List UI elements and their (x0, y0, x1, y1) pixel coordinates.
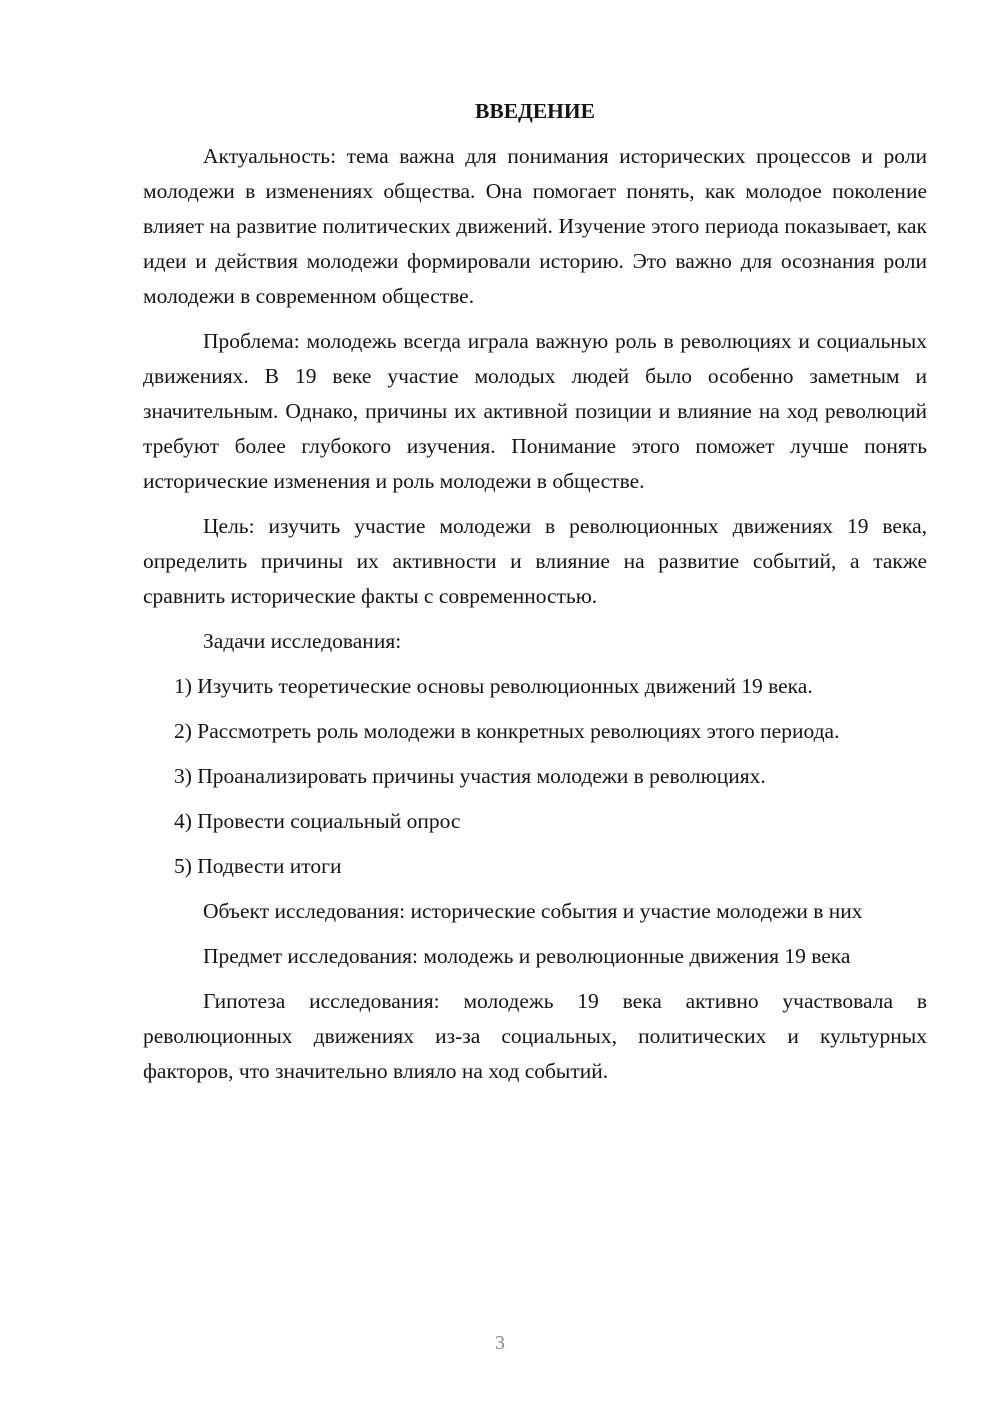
paragraph-goal: Цель: изучить участие молодежи в революционных движениях 19 века, определить причины их активности и влияние на развитие событий, а также сравнить исторические факты с современностью. (143, 514, 927, 608)
paragraph-relevance: Актуальность: тема важна для понимания исторических процессов и роли молодежи в изменениях общества. Она помогает понять, как молодое поколение влияет на развитие политических движений. Изучение этого периода показывает, как идеи и действия молодежи формировали историю. Это важно для осознания роли молодежи в современном обществе. (143, 144, 927, 308)
task-item-5: 5) Подвести итоги (174, 854, 342, 878)
task-item-3: 3) Проанализировать причины участия молодежи в революциях. (174, 764, 766, 788)
paragraph-subject: Предмет исследования: молодежь и революционные движения 19 века (203, 944, 851, 968)
paragraph-object: Объект исследования: исторические события и участие молодежи в них (203, 899, 863, 923)
task-item-4: 4) Провести социальный опрос (174, 809, 461, 833)
document-body (143, 94, 927, 1099)
paragraph-problem: Проблема: молодежь всегда играла важную роль в революциях и социальных движениях. В 19 веке участие молодых людей было особенно заметным и значительным. Однако, причины их активной позиции и влияние на ход революций требуют более глубокого изучения. Понимание этого поможет лучше понять исторические изменения и роль молодежи в обществе. (143, 329, 927, 493)
task-item-2: 2) Рассмотреть роль молодежи в конкретных революциях этого периода. (174, 719, 840, 743)
page-title: ВВЕДЕНИЕ (475, 99, 595, 123)
page-number: 3 (495, 1332, 505, 1354)
tasks-title: Задачи исследования: (203, 629, 402, 653)
paragraph-hypothesis: Гипотеза исследования: молодежь 19 века активно участвовала в революционных движениях из-за социальных, политических и культурных факторов, что значительно влияло на ход событий. (143, 989, 927, 1083)
task-item-1: 1) Изучить теоретические основы революционных движений 19 века. (174, 674, 813, 698)
